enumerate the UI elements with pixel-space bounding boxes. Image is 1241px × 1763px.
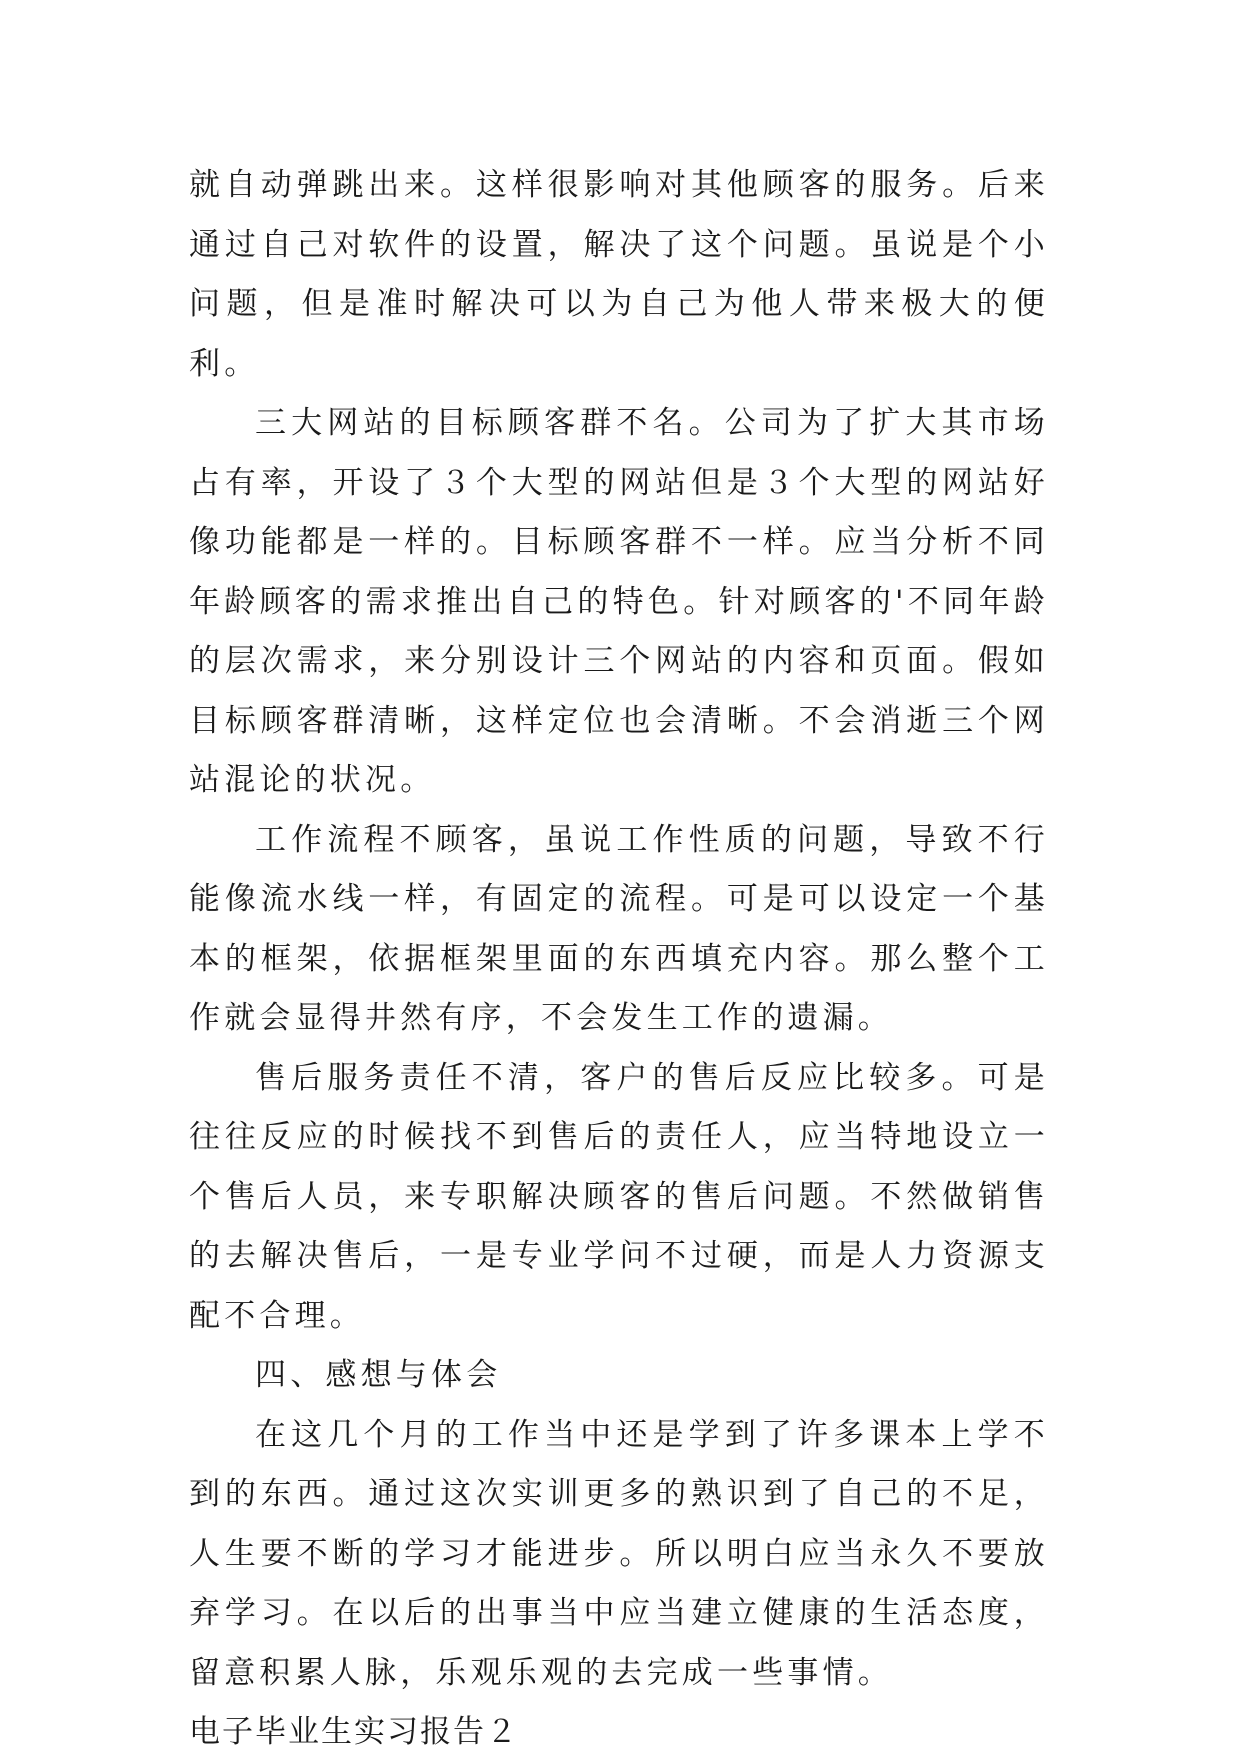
next-report-title: 电子毕业生实习报告２	[189, 1714, 519, 1750]
paragraph-after-sales: 售后服务责任不清，客户的售后反应比较多。可是往往反应的时候找不到售后的责任人，应当特地设立一个售后人员，来专职解决顾客的售后问题。不然做销售的去解决售后，一是专业学问不过硬，而是人力资源支配不合理。	[189, 1059, 1049, 1334]
document-body	[189, 156, 1049, 1763]
section-heading: 四、感想与体会	[255, 1357, 502, 1393]
paragraph-target-customers: 三大网站的目标顾客群不名。公司为了扩大其市场占有率，开设了３个大型的网站但是３个大型的网站好像功能都是一样的。目标顾客群不一样。应当分析不同年龄顾客的需求推出自己的特色。针对顾客的'不同年龄的层次需求，来分别设计三个网站的内容和页面。假如目标顾客群清晰，这样定位也会清晰。不会消逝三个网站混论的状况。	[189, 405, 1049, 798]
paragraph-workflow: 工作流程不顾客，虽说工作性质的问题，导致不行能像流水线一样，有固定的流程。可是可以设定一个基本的框架，依据框架里面的东西填充内容。那么整个工作就会显得井然有序，不会发生工作的遗漏。	[189, 821, 1049, 1036]
paragraph-reflection: 在这几个月的工作当中还是学到了许多课本上学不到的东西。通过这次实训更多的熟识到了自己的不足，人生要不断的学习才能进步。所以明白应当永久不要放弃学习。在以后的出事当中应当建立健康的生活态度，留意积累人脉，乐观乐观的去完成一些事情。	[189, 1416, 1049, 1691]
paragraph-continuation: 就自动弹跳出来。这样很影响对其他顾客的服务。后来通过自己对软件的设置，解决了这个问题。虽说是个小问题，但是准时解决可以为自己为他人带来极大的便利。	[189, 167, 1049, 382]
